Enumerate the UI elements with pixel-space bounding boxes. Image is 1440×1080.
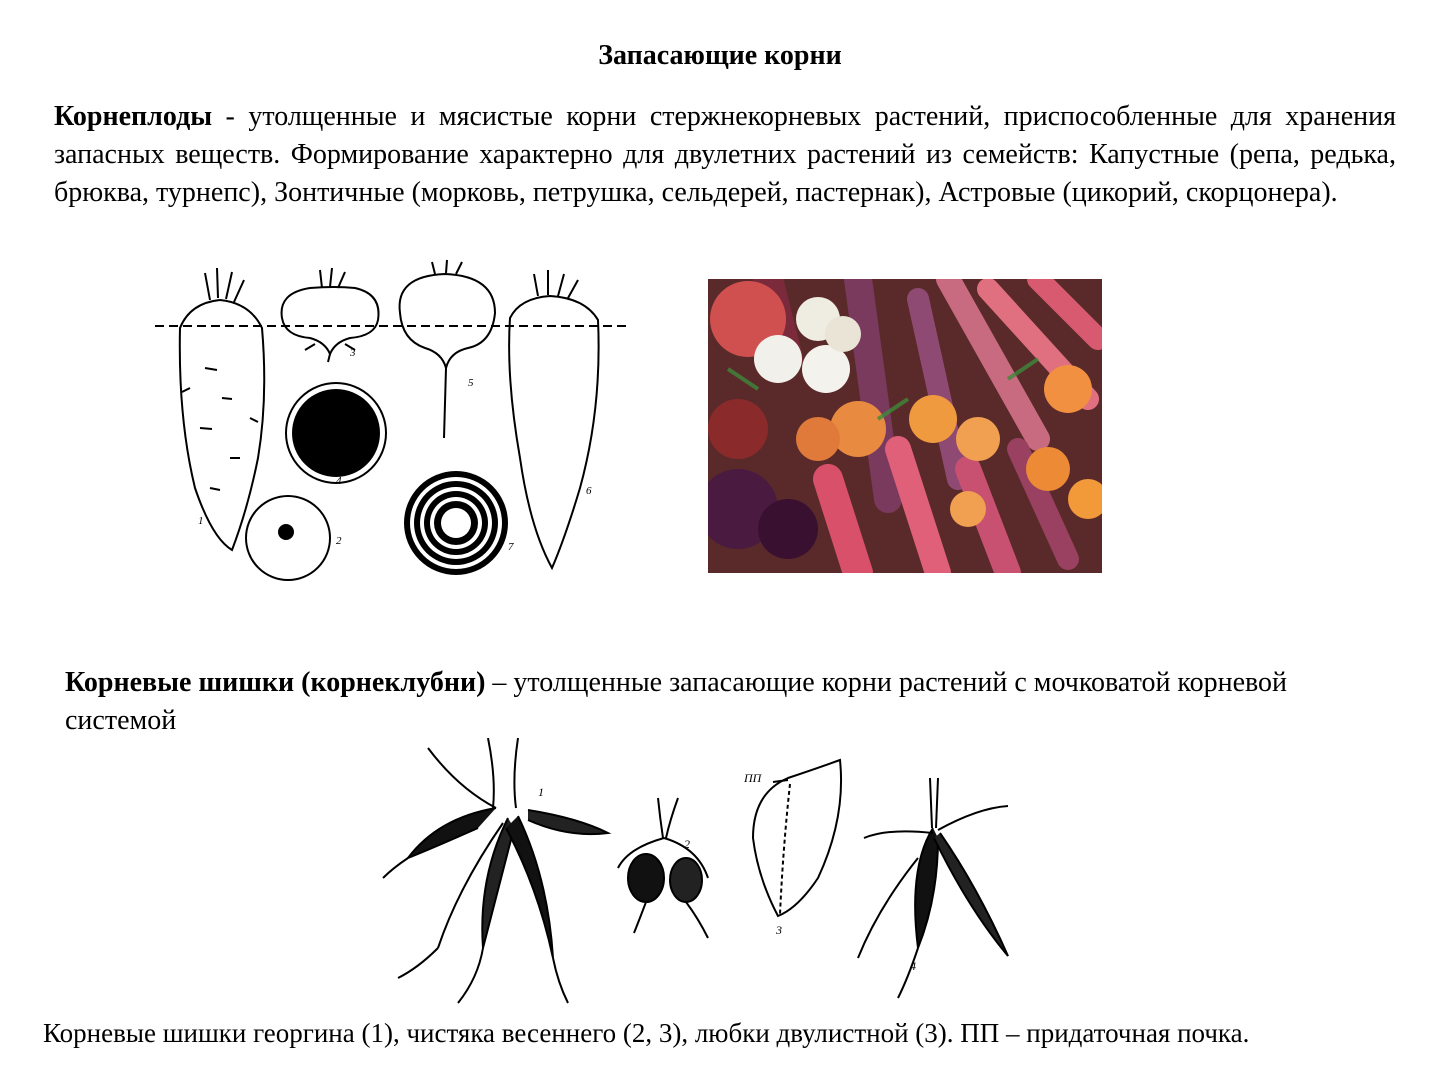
root-tubers-diagram [378,738,1018,1013]
label-5: 5 [468,377,474,389]
label-3: 3 [350,347,356,359]
root-tubers-definition: – утолщенные запасающие корни растений с мочковатой корневой системой [65,667,1288,736]
celandine-drawing [618,798,708,938]
tuber-label-3: 3 [776,923,782,937]
root-crops-diagram [150,258,640,583]
root-tubers-term: Корневые шишки (корнеклубни) [65,667,486,698]
cross-section-7 [404,471,508,575]
label-1: 1 [198,515,204,527]
root-tubers-paragraph [65,664,1365,740]
figure-caption: Корневые шишки георгина (1), чистяка весеннего (2, 3), любки двулистной (3). ПП – придаточная почка. [43,1018,1250,1048]
cross-section-2-core [278,524,294,540]
tuber-label-1: 1 [538,785,544,799]
turnip-drawing [282,268,379,362]
root-vegetables-photo [708,279,1102,573]
page-title: Запасающие корни [598,40,842,71]
dahlia-drawing [383,738,608,1003]
root-crops-paragraph [54,98,1396,212]
orchid-root-drawing [858,778,1008,998]
label-6: 6 [586,485,592,497]
root-crops-term: Корнеплоды [54,101,213,132]
tuber-label-pp: ПП [744,771,762,785]
sugar-beet-drawing [509,270,599,568]
tuber-label-4: 4 [910,959,916,973]
orchid-tuber-drawing [753,760,841,916]
root-crops-definition: - утолщенные и мясистые корни стержнекорневых растений, приспособленные для хранения запасных веществ. Формирование характерно для двулетних растений из семейств: Капустные (репа, редька, брюква, турнепс), Зонтичные (морковь, петрушка, сельдерей, пастернак), Астровые (цикорий, скорцонера). [54,101,1396,208]
label-4: 4 [336,475,342,487]
beet-drawing [400,260,495,438]
label-7: 7 [508,541,514,553]
carrot-drawing [180,268,264,550]
tuber-label-2: 2 [684,837,690,851]
label-2: 2 [336,535,342,547]
